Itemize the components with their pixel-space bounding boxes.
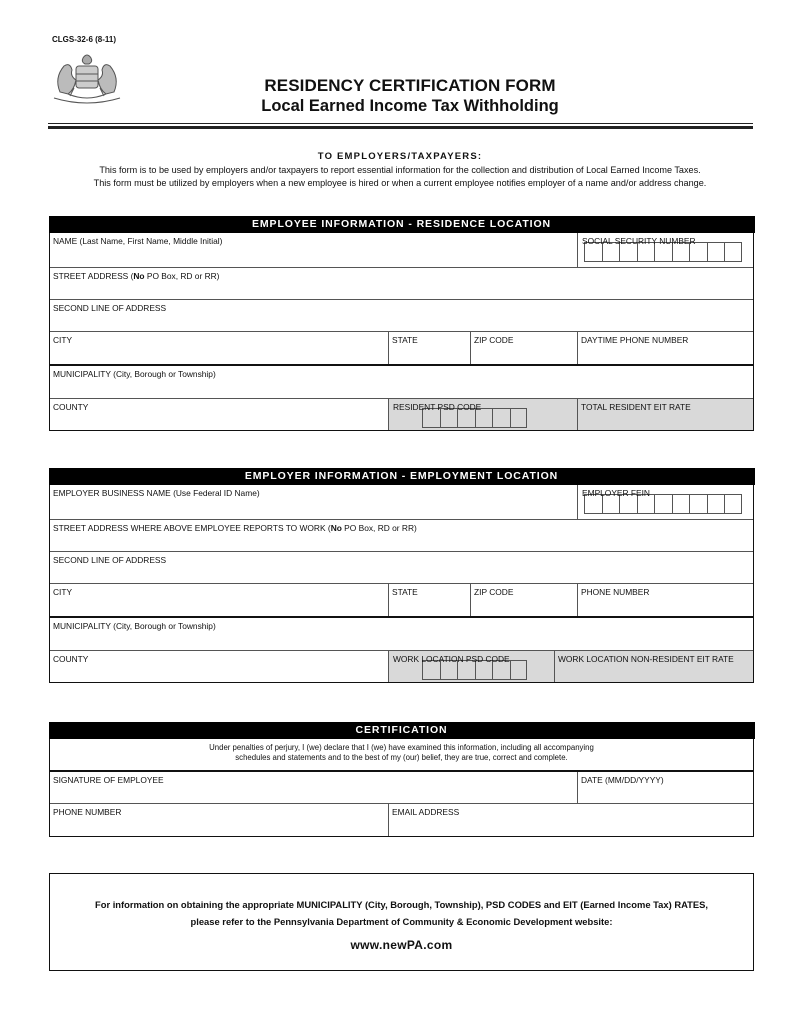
intro-line-2: This form must be utilized by employers when a new employee is hired or when a current employee notifies employer of a name and/or address change. bbox=[93, 177, 707, 188]
employer-municipality-field[interactable] bbox=[50, 618, 753, 650]
employee-state-label: STATE bbox=[392, 335, 418, 345]
employee-ssn-field[interactable] bbox=[577, 233, 753, 267]
employee-municipality-field[interactable] bbox=[50, 366, 753, 398]
employer-city-label: CITY bbox=[53, 587, 73, 597]
digit-box[interactable] bbox=[672, 494, 690, 514]
employee-county-field[interactable] bbox=[50, 399, 388, 430]
certification-heading: CERTIFICATION bbox=[49, 722, 755, 739]
employer-state-label: STATE bbox=[392, 587, 418, 597]
employer-street-field[interactable] bbox=[50, 520, 753, 551]
employer-fein-label: EMPLOYER FEIN bbox=[582, 488, 650, 498]
employer-name-field[interactable] bbox=[50, 485, 577, 519]
title-rule-thick bbox=[48, 126, 753, 129]
employee-city-field[interactable] bbox=[50, 332, 388, 364]
employee-municipality-label: MUNICIPALITY (City, Borough or Township) bbox=[53, 369, 216, 379]
website-link[interactable]: www.newPA.com bbox=[350, 938, 453, 952]
contact-row bbox=[50, 803, 753, 836]
employee-zip-label: ZIP CODE bbox=[474, 335, 514, 345]
employee-name-row bbox=[50, 233, 753, 267]
employer-county-field[interactable] bbox=[50, 651, 388, 682]
employer-psd-field[interactable] bbox=[388, 651, 554, 682]
employee-zip-field[interactable] bbox=[470, 332, 577, 364]
employer-second-line-field[interactable] bbox=[50, 552, 753, 583]
employee-section-heading: EMPLOYEE INFORMATION - RESIDENCE LOCATION bbox=[49, 216, 755, 233]
digit-box[interactable] bbox=[707, 494, 725, 514]
signature-label: SIGNATURE OF EMPLOYEE bbox=[53, 775, 164, 785]
info-line-2: please refer to the Pennsylvania Department of Community & Economic Development website: bbox=[190, 916, 613, 927]
employee-eit-rate-field[interactable] bbox=[577, 399, 753, 430]
employee-psd-field[interactable] bbox=[388, 399, 577, 430]
employer-zip-field[interactable] bbox=[470, 584, 577, 616]
employee-phone-field[interactable] bbox=[577, 332, 753, 364]
employee-street-field[interactable] bbox=[50, 268, 753, 299]
employee-name-label: NAME (Last Name, First Name, Middle Initial) bbox=[53, 236, 223, 246]
employer-street-label: STREET ADDRESS WHERE ABOVE EMPLOYEE REPORTS TO WORK (No PO Box, RD or RR) bbox=[53, 523, 417, 533]
employee-phone-label: DAYTIME PHONE NUMBER bbox=[581, 335, 689, 345]
employee-second-line-field[interactable] bbox=[50, 300, 753, 331]
certification-text-line-1: Under penalties of perjury, I (we) declare that I (we) have examined this information, including all accompanying bbox=[209, 743, 594, 752]
employee-ssn-label: SOCIAL SECURITY NUMBER bbox=[582, 236, 696, 246]
employee-street-label: STREET ADDRESS (No PO Box, RD or RR) bbox=[53, 271, 220, 281]
digit-box[interactable] bbox=[724, 494, 742, 514]
employer-eit-rate-field[interactable] bbox=[554, 651, 753, 682]
certification-text-row bbox=[50, 739, 753, 770]
cert-phone-label: PHONE NUMBER bbox=[53, 807, 122, 817]
employer-municipality-row bbox=[50, 616, 753, 650]
employee-section bbox=[49, 216, 754, 431]
employee-state-field[interactable] bbox=[388, 332, 470, 364]
info-line-1: For information on obtaining the appropriate MUNICIPALITY (City, Borough, Township), PSD CODES and EIT (Earned Income Tax) RATES, bbox=[94, 899, 709, 910]
certification-statement bbox=[50, 739, 753, 770]
email-field[interactable] bbox=[388, 804, 753, 836]
employer-municipality-label: MUNICIPALITY (City, Borough or Township) bbox=[53, 621, 216, 631]
employer-street-row bbox=[50, 519, 753, 551]
title-rule-thin bbox=[48, 123, 753, 124]
employer-name-row bbox=[50, 485, 753, 519]
employer-city-field[interactable] bbox=[50, 584, 388, 616]
employee-eit-rate-label: TOTAL RESIDENT EIT RATE bbox=[581, 402, 691, 412]
employer-section bbox=[49, 468, 754, 683]
digit-box[interactable] bbox=[707, 242, 725, 262]
digit-box[interactable] bbox=[654, 494, 672, 514]
employer-psd-label: WORK LOCATION PSD CODE bbox=[393, 654, 510, 664]
info-box bbox=[49, 873, 754, 971]
employer-second-line-label: SECOND LINE OF ADDRESS bbox=[53, 555, 167, 565]
form-code: CLGS-32-6 (8-11) bbox=[52, 35, 117, 44]
employee-city-row bbox=[50, 331, 753, 364]
employee-county-row bbox=[50, 398, 753, 430]
certification-text-line-2: schedules and statements and to the best of my (our) belief, they are true, correct and complete. bbox=[235, 753, 568, 762]
employee-name-field[interactable] bbox=[50, 233, 577, 267]
employer-fein-field[interactable] bbox=[577, 485, 753, 519]
employee-street-row bbox=[50, 267, 753, 299]
signature-field[interactable] bbox=[50, 772, 577, 803]
employer-second-line-row bbox=[50, 551, 753, 583]
digit-box[interactable] bbox=[724, 242, 742, 262]
digit-box[interactable] bbox=[492, 408, 510, 428]
intro-block bbox=[0, 151, 800, 189]
email-label: EMAIL ADDRESS bbox=[392, 807, 460, 817]
certification-section bbox=[49, 722, 754, 837]
cert-phone-field[interactable] bbox=[50, 804, 388, 836]
title-main: RESIDENCY CERTIFICATION FORM bbox=[264, 76, 556, 95]
title-subtitle: Local Earned Income Tax Withholding bbox=[261, 97, 559, 115]
digit-box[interactable] bbox=[510, 660, 528, 680]
employer-county-label: COUNTY bbox=[53, 654, 89, 664]
employer-city-row bbox=[50, 583, 753, 616]
employer-section-heading: EMPLOYER INFORMATION - EMPLOYMENT LOCATION bbox=[49, 468, 755, 485]
employee-psd-label: RESIDENT PSD CODE bbox=[393, 402, 482, 412]
employee-county-label: COUNTY bbox=[53, 402, 89, 412]
employee-city-label: CITY bbox=[53, 335, 73, 345]
date-label: DATE (MM/DD/YYYY) bbox=[581, 775, 664, 785]
employer-phone-label: PHONE NUMBER bbox=[581, 587, 650, 597]
date-field[interactable] bbox=[577, 772, 753, 803]
employer-county-row bbox=[50, 650, 753, 682]
employee-municipality-row bbox=[50, 364, 753, 398]
digit-box[interactable] bbox=[689, 494, 707, 514]
digit-box[interactable] bbox=[510, 408, 528, 428]
form-title bbox=[0, 76, 800, 116]
employee-second-line-label: SECOND LINE OF ADDRESS bbox=[53, 303, 167, 313]
employee-second-line-row bbox=[50, 299, 753, 331]
employer-eit-rate-label: WORK LOCATION NON-RESIDENT EIT RATE bbox=[558, 654, 734, 664]
employer-name-label: EMPLOYER BUSINESS NAME (Use Federal ID Name) bbox=[53, 488, 260, 498]
employer-phone-field[interactable] bbox=[577, 584, 753, 616]
signature-row bbox=[50, 770, 753, 803]
intro-heading: TO EMPLOYERS/TAXPAYERS: bbox=[317, 151, 483, 162]
intro-line-1: This form is to be used by employers and/or taxpayers to report essential information for the collection and distribution of Local Earned Income Taxes. bbox=[99, 164, 701, 175]
employer-zip-label: ZIP CODE bbox=[474, 587, 514, 597]
employer-state-field[interactable] bbox=[388, 584, 470, 616]
